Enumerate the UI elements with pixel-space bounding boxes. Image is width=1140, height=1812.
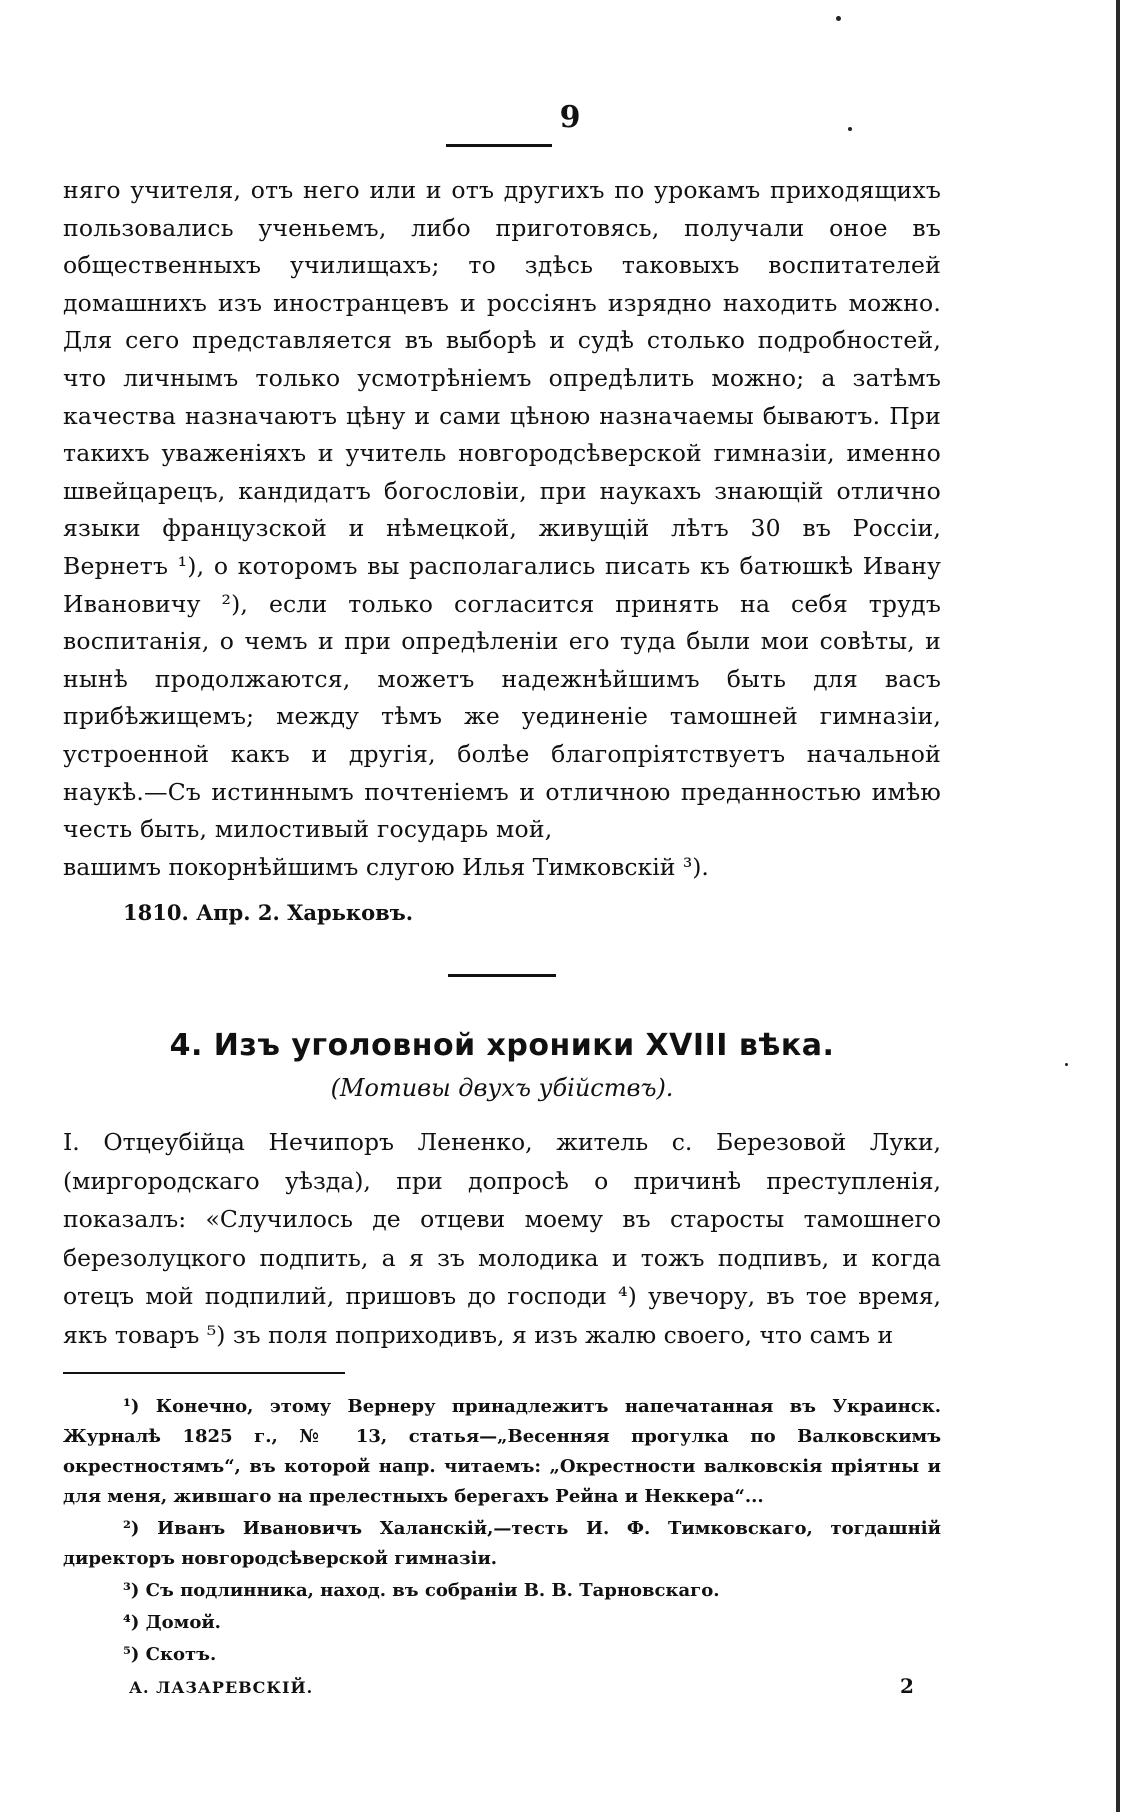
letter-date: 1810. Апр. 2. Харьковъ. [123, 900, 414, 926]
page-number: 9 [559, 100, 581, 135]
footnotes [63, 1392, 941, 1670]
print-speck [1065, 1063, 1068, 1066]
section-heading: 4. Изъ уголовной хроники XVIII вѣка. [169, 1028, 835, 1064]
footnote-4: ⁴) Домой. [123, 1612, 221, 1634]
footnote-2: ²) Иванъ Ивановичъ Халанскій,—тесть И. Ф. Тимковскаго, тогдашній директоръ новгородсѣверской гимназіи. [63, 1518, 941, 1570]
section-divider [448, 974, 556, 977]
letter-signature: вашимъ покорнѣйшимъ слугою Илья Тимковскій ³). [63, 852, 709, 881]
footnote-3: ³) Съ подлинника, наход. въ собраніи В. В. Тарновскаго. [123, 1580, 720, 1602]
letter-paragraph: няго учителя, отъ него или и отъ другихъ по урокамъ приходящихъ пользовались ученьемъ, либо приготовясь, получали оное въ общественныхъ училищахъ; то здѣсь таковыхъ воспитателей домашнихъ изъ иностранцевъ и россіянъ изрядно находить можно. Для сего представляется въ выборѣ и судѣ столько подробностей, что личнымъ только усмотрѣніемъ опредѣлить можно; а затѣмъ качества назначаютъ цѣну и сами цѣною назначаемы бываютъ. При такихъ уваженіяхъ и учитель новгородсѣверской гимназіи, именно швейцарецъ, кандидатъ богословіи, при наукахъ знающій отлично языки французской и нѣмецкой, живущій лѣтъ 30 въ Россіи, Вернетъ ¹), о которомъ вы располагались писать къ батюшкѣ Ивану Ивановичу ²), если только согласится принять на себя трудъ воспитанія, о чемъ и при опредѣленіи его туда были мои совѣты, и нынѣ продолжаются, можетъ надежнѣйшимъ быть для васъ прибѣжищемъ; между тѣмъ же уединеніе тамошней гимназіи, устроенной какъ и другія, болѣе благопріятствуетъ начальной наукѣ.—Съ истиннымъ почтеніемъ и отличною преданностью имѣю честь быть, милостивый государь мой, [63, 176, 941, 844]
page-edge-line [1116, 0, 1120, 1812]
print-speck [836, 16, 841, 21]
footnote-1: ¹) Конечно, этому Вернеру принадлежитъ напечатанная въ Украинск. Журналѣ 1825 г., № 13, статья—„Весенняя прогулка по Валковскимъ окрестностямъ“, въ которой напр. читаемъ: „Окрестности валковскія пріятны и для меня, жившаго на прелестныхъ берегахъ Рейна и Неккера“... [63, 1396, 941, 1508]
page-body [63, 172, 941, 1706]
page-number-rule [446, 144, 552, 147]
printer-signature-mark: А. ЛАЗАРЕВСКІЙ. [129, 1678, 314, 1698]
footnote-rule [63, 1372, 345, 1374]
sheet-mark: 2 [900, 1674, 915, 1699]
section-text: I. Отцеубійца Нечипоръ Лененко, житель с. Березовой Луки, (миргородскаго уѣзда), при допросѣ о причинѣ преступленія, показалъ: «Случилось де отцеви моему въ старосты тамошнего березолуцкого подпить, а я зъ молодика и тожъ подпивъ, и когда отецъ мой подпилий, пришовъ до господи ⁴) увечору, въ тое время, якъ товаръ ⁵) зъ поля поприходивъ, я изъ жалю своего, что самъ и [63, 1128, 941, 1349]
section-subtitle: (Мотивы двухъ убійствъ). [330, 1074, 674, 1103]
footnote-5: ⁵) Скотъ. [123, 1644, 217, 1666]
page-footer [63, 1674, 941, 1706]
